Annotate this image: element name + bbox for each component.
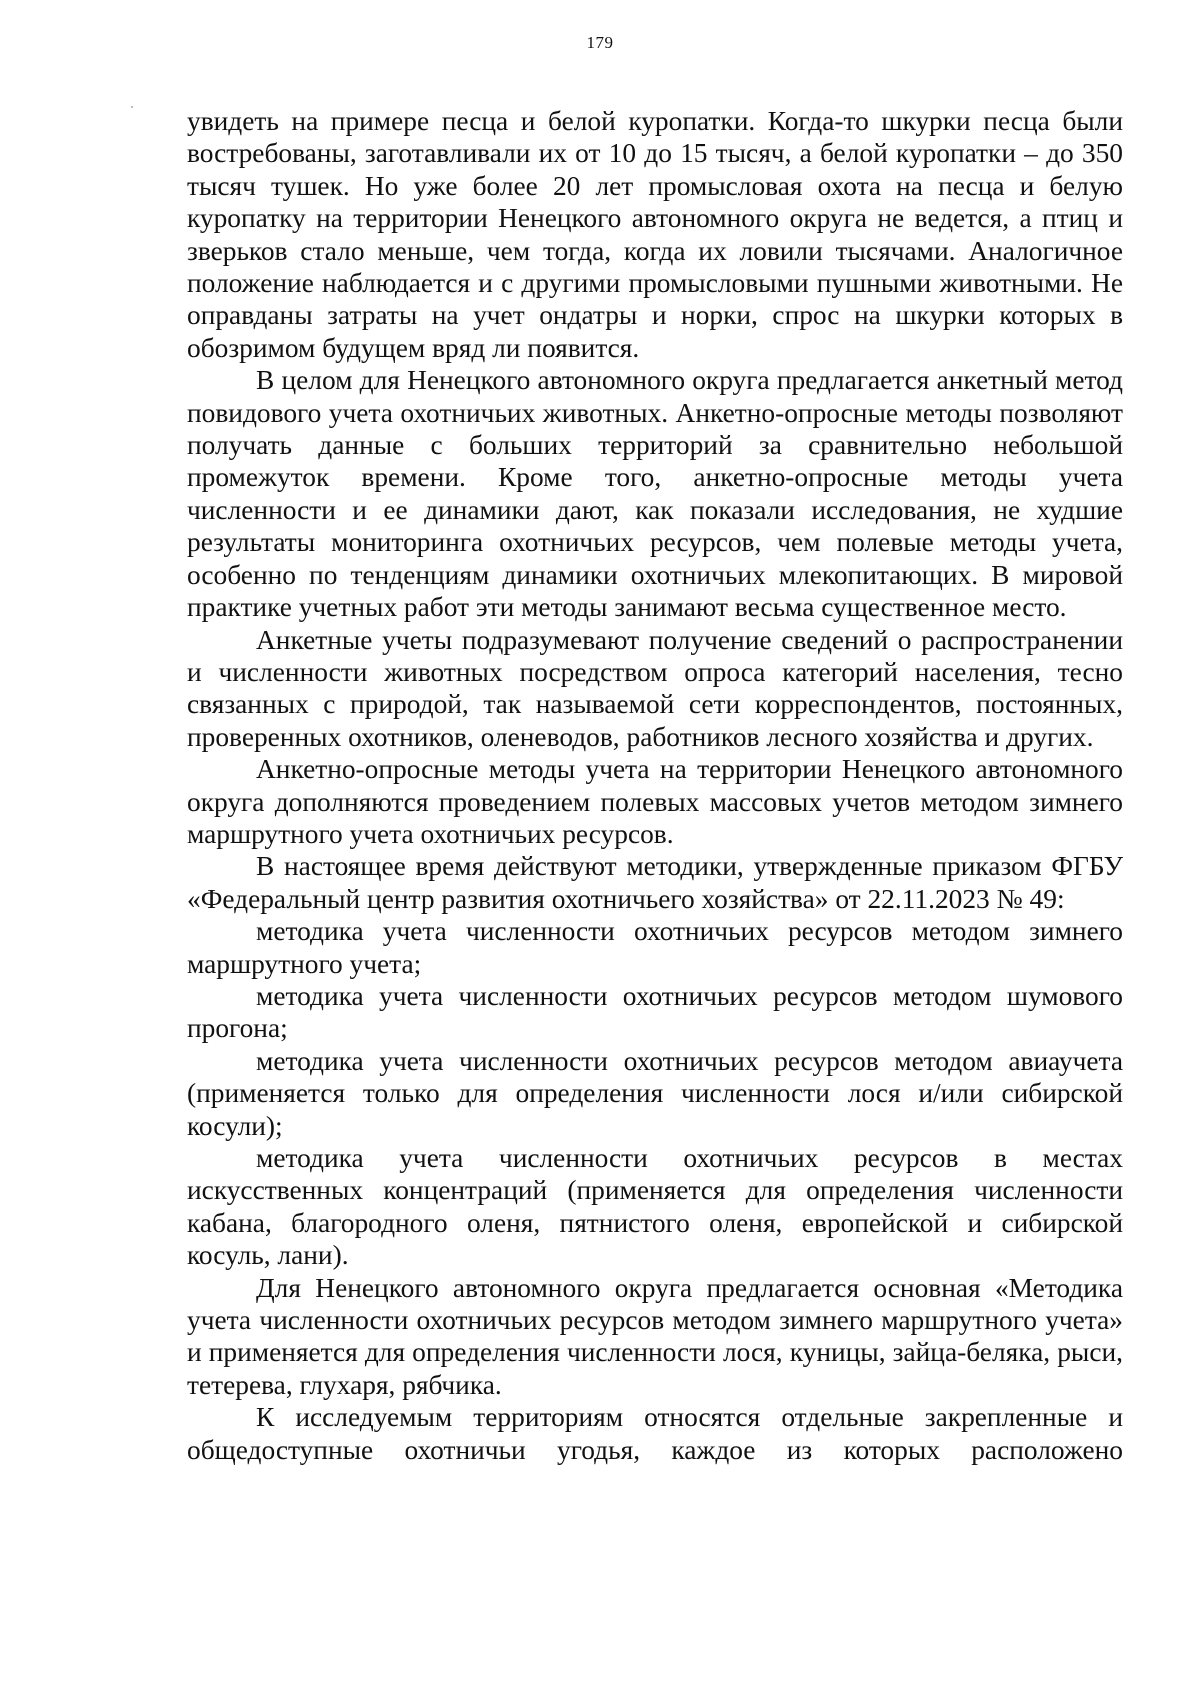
list-item-winter-route-method: методика учета численности охотничьих ресурсов методом зимнего маршрутного учета; [187,916,1123,979]
paragraph-approved-methods: В настоящее время действуют методики, утвержденные приказом ФГБУ «Федеральный центр развития охотничьего хозяйства» от 22.11.2023 № 49: [187,851,1123,914]
list-item-aerial-count-method: методика учета численности охотничьих ресурсов методом авиаучета (применяется только для определения численности лося и/или сибирской косули); [187,1045,1123,1141]
list-item-noise-drive-method: методика учета численности охотничьих ресурсов методом шумового прогона; [187,980,1123,1044]
body-text [187,105,1123,1466]
scan-speck [131,106,133,108]
list-item-artificial-concentration-method: методика учета численности охотничьих ресурсов в местах искусственных концентраций (применяется для определения численности кабана, благородного оленя, пятнистого оленя, европейской и сибирской косуль, лани). [187,1143,1123,1271]
paragraph-main-methodology: Для Ненецкого автономного округа предлагается основная «Методика учета численности охотничьих ресурсов методом зимнего маршрутного учета» и применяется для определения численности лося, куницы, зайца-беляка, рыси, тетерева, глухаря, рябчика. [187,1272,1123,1400]
paragraph-study-territories: К исследуемым территориям относятся отдельные закрепленные и общедоступные охотничьи угодья, каждое из которых расположено [187,1402,1123,1465]
paragraph-questionnaire-counts: Анкетные учеты подразумевают получение сведений о распространении и численности животных посредством опроса категорий населения, тесно связанных с природой, так называемой сети корреспондентов, постоянных, проверенных охотников, оленеводов, работников лесного хозяйства и других. [187,624,1123,752]
paragraph-arctic-fox-ptarmigan: увидеть на примере песца и белой куропатки. Когда-то шкурки песца были востребованы, заготавливали их от 10 до 15 тысяч, а белой куропатки – до 350 тысяч тушек. Но уже более 20 лет промысловая охота на песца и белую куропатку на территории Ненецкого автономного округа не ведется, а птиц и зверьков стало меньше, чем тогда, когда их ловили тысячами. Аналогичное положение наблюдается и с другими промысловыми пушными животными. Не оправданы затраты на учет ондатры и норки, спрос на шкурки которых в обозримом будущем вряд ли появится. [187,106,1123,363]
page-number: 179 [586,33,614,52]
paragraph-field-counts: Анкетно-опросные методы учета на территории Ненецкого автономного округа дополняются проведением полевых массовых учетов методом зимнего маршрутного учета охотничьих ресурсов. [187,754,1123,849]
paragraph-survey-method: В целом для Ненецкого автономного округа предлагается анкетный метод повидового учета охотничьих животных. Анкетно-опросные методы позволяют получать данные с больших территорий за сравнительно небольшой промежуток времени. Кроме того, анкетно-опросные методы учета численности и ее динамики дают, как показали исследования, не худшие результаты мониторинга охотничьих ресурсов, чем полевые методы учета, особенно по тенденциям динамики охотничьих млекопитающих. В мировой практике учетных работ эти методы занимают весьма существенное место. [187,365,1123,623]
